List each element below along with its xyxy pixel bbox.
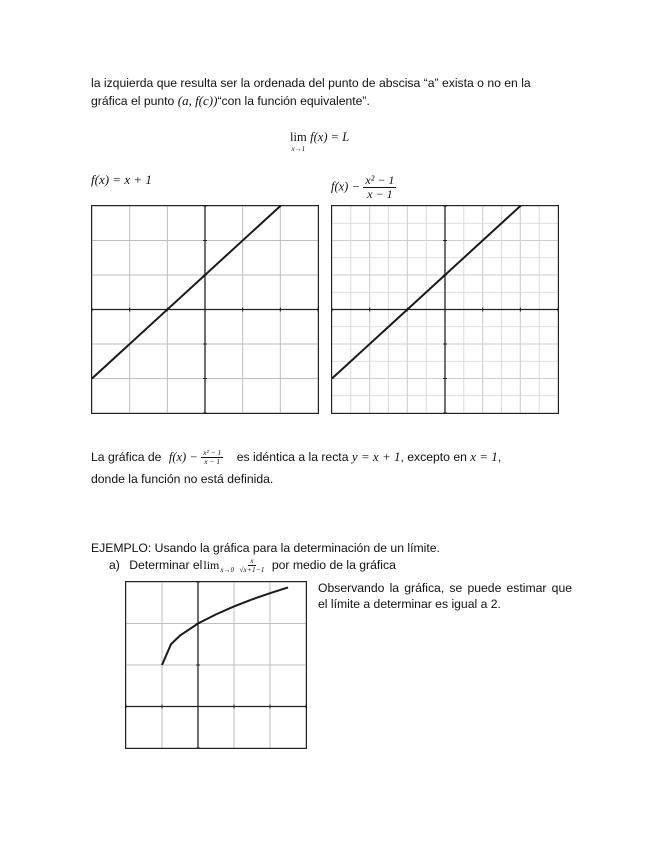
statement-f-denominator: x − 1 [204,457,221,467]
statement-f-lhs: f(x) − [168,450,198,464]
example-observation: Observando la gráfica, se puede estimar que el límite a determinar es igual a 2. [318,581,572,611]
example-item-before: Determinar el [129,558,203,572]
intro-line-2 [91,92,370,110]
right-formula-lhs: f(x) − [331,179,360,194]
example-item-after: por medio de la gráfica [271,558,396,572]
graph-right-svg [331,205,559,414]
graph-right [331,205,559,414]
intro-line-2-text: gráfica el punto [91,94,175,108]
statement-line-2: donde la función no está definida. [91,472,274,486]
statement-line-equation: y = x + 1 [351,449,401,464]
series-line [162,587,288,665]
limit-formula [290,130,349,153]
lim-word: lim [290,130,307,144]
example-lim-word: lim [203,558,220,572]
graph-left [91,205,319,414]
statement-part-2: es idéntica a la recta [236,450,349,464]
right-graph-formula [331,174,396,200]
statement-part-1: La gráfica de [91,450,162,464]
graph-example-svg [125,581,307,749]
intro-line-2-tail: “con la función equivalente”. [217,94,370,108]
example-heading: EJEMPLO: Usando la gráfica para la determinación de un límite. [91,541,440,555]
statement-f-numerator: x² − 1 [203,448,222,458]
example-frac-numerator: x [250,556,254,566]
right-formula-denominator: x − 1 [367,186,393,201]
graph-left-svg [91,205,319,414]
statement-part-3: , excepto en [400,450,467,464]
point-notation: (a, f(c)) [177,93,218,108]
example-item-a [109,556,396,579]
example-item-marker: a) [109,558,120,572]
statement-part-4: , [497,450,502,464]
lim-subscript: x→1 [291,145,306,153]
limit-expression: f(x) = L [310,130,350,144]
statement-line-1 [91,447,501,467]
graph-example [125,581,307,749]
intro-line-1: la izquierda que resulta ser la ordenada del punto de abscisa “a” exista o no en la [91,76,531,90]
right-formula-numerator: x² − 1 [365,173,395,187]
example-frac-denominator: √x+1−1 [239,565,265,575]
example-lim-subscript: x→0 [220,566,235,574]
statement-x-equation: x = 1 [470,449,498,464]
left-graph-formula: f(x) = x + 1 [91,172,152,187]
